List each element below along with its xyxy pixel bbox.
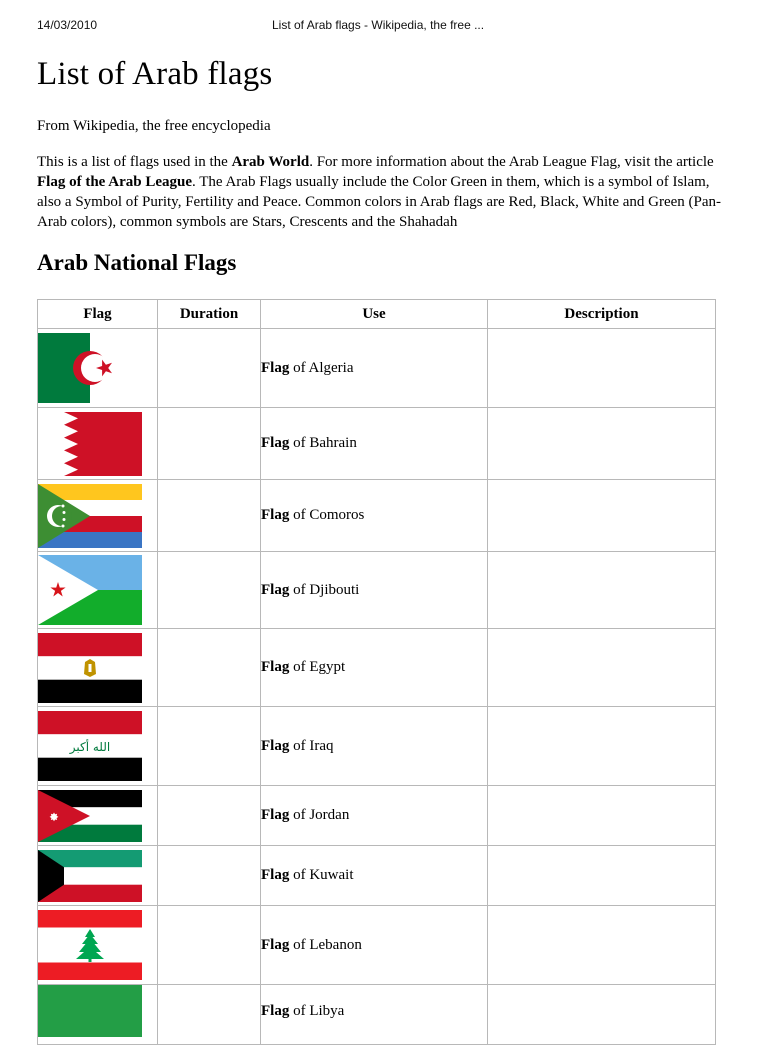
flag-cell	[38, 408, 158, 480]
use-cell	[261, 408, 488, 480]
djibouti-flag-icon[interactable]	[38, 555, 142, 625]
description-cell	[488, 846, 716, 906]
flag-of-arab-league-link[interactable]: Flag of the Arab League	[37, 174, 192, 190]
use-cell	[261, 480, 488, 552]
description-cell	[488, 329, 716, 408]
kuwait-flag-icon[interactable]	[38, 850, 142, 902]
description-cell	[488, 408, 716, 480]
duration-cell	[158, 629, 261, 707]
description-cell	[488, 985, 716, 1045]
use-cell	[261, 985, 488, 1045]
use-country: of Lebanon	[289, 936, 362, 953]
use-country: of Egypt	[289, 659, 346, 675]
print-header	[37, 18, 737, 34]
iraq-takbir-text: الله أكبر	[69, 740, 111, 754]
flag-link[interactable]: Flag	[261, 1003, 290, 1019]
flag-cell	[38, 786, 158, 846]
egypt-flag-icon[interactable]	[38, 633, 142, 703]
duration-cell	[158, 707, 261, 786]
use-country: of Comoros	[289, 507, 365, 523]
description-cell	[488, 552, 716, 629]
algeria-flag-icon[interactable]	[38, 333, 142, 403]
table-header-row	[38, 300, 716, 329]
iraq-flag-icon[interactable]	[38, 711, 142, 781]
duration-cell	[158, 552, 261, 629]
intro-text-1: This is a list of flags used in the	[37, 154, 232, 170]
flag-cell	[38, 985, 158, 1045]
print-page-title: List of Arab flags - Wikipedia, the free ...	[272, 18, 485, 32]
flag-link[interactable]: Flag	[261, 737, 290, 754]
tagline: From Wikipedia, the free encyclopedia	[37, 118, 271, 134]
flag-link[interactable]: Flag	[261, 867, 290, 883]
description-cell	[488, 786, 716, 846]
header-duration: Duration	[158, 300, 261, 329]
intro-text-2: . For more information about the Arab League Flag, visit the article	[309, 154, 714, 170]
libya-flag-icon[interactable]	[38, 985, 142, 1037]
table-row	[38, 906, 716, 985]
duration-cell	[158, 985, 261, 1045]
description-cell	[488, 707, 716, 786]
header-flag: Flag	[38, 300, 158, 329]
flag-link[interactable]: Flag	[261, 807, 290, 823]
duration-cell	[158, 329, 261, 408]
use-cell	[261, 846, 488, 906]
flag-cell	[38, 629, 158, 707]
header-use: Use	[261, 300, 488, 329]
table-row	[38, 786, 716, 846]
use-country: of Jordan	[289, 807, 350, 823]
table-row	[38, 552, 716, 629]
section-title: Arab National Flags	[37, 250, 237, 275]
table-row	[38, 985, 716, 1045]
flags-table	[37, 299, 716, 1045]
use-country: of Iraq	[289, 737, 334, 754]
duration-cell	[158, 846, 261, 906]
flag-link[interactable]: Flag	[261, 359, 290, 376]
intro-text-3: . The Arab Flags usually include the Color Green in them, which is a symbol of Islam, also a Symbol of Purity, Fertility and Peace. Common colors in Arab flags are Red, Black, White and Green (Pan-Arab colors), common symbols are Stars, Crescents and the Shahadah	[37, 174, 722, 230]
flag-link[interactable]: Flag	[261, 507, 290, 523]
use-country: of Algeria	[289, 359, 354, 376]
table-row	[38, 629, 716, 707]
flag-cell	[38, 906, 158, 985]
use-country: of Djibouti	[289, 581, 360, 598]
table-row	[38, 707, 716, 786]
use-country: of Kuwait	[289, 867, 354, 883]
use-country: of Bahrain	[289, 435, 357, 451]
flag-cell	[38, 480, 158, 552]
flag-link[interactable]: Flag	[261, 659, 290, 675]
use-cell	[261, 906, 488, 985]
use-cell	[261, 629, 488, 707]
intro-paragraph	[37, 152, 737, 232]
header-description: Description	[488, 300, 716, 329]
bahrain-flag-icon[interactable]	[38, 412, 142, 476]
flag-link[interactable]: Flag	[261, 435, 290, 451]
use-country: of Libya	[289, 1003, 345, 1019]
use-cell	[261, 707, 488, 786]
table-row	[38, 408, 716, 480]
flag-cell	[38, 707, 158, 786]
flag-link[interactable]: Flag	[261, 581, 290, 598]
duration-cell	[158, 408, 261, 480]
use-cell	[261, 329, 488, 408]
print-date: 14/03/2010	[37, 18, 98, 32]
duration-cell	[158, 906, 261, 985]
table-row	[38, 329, 716, 408]
flag-link[interactable]: Flag	[261, 936, 290, 953]
use-cell	[261, 786, 488, 846]
lebanon-flag-icon[interactable]	[38, 910, 142, 980]
table-row	[38, 846, 716, 906]
page-title: List of Arab flags	[37, 56, 273, 92]
description-cell	[488, 480, 716, 552]
duration-cell	[158, 786, 261, 846]
flag-cell	[38, 329, 158, 408]
comoros-flag-icon[interactable]	[38, 484, 142, 548]
duration-cell	[158, 480, 261, 552]
arab-world-link[interactable]: Arab World	[231, 154, 310, 170]
flag-cell	[38, 552, 158, 629]
description-cell	[488, 629, 716, 707]
table-row	[38, 480, 716, 552]
flag-cell	[38, 846, 158, 906]
description-cell	[488, 906, 716, 985]
use-cell	[261, 552, 488, 629]
jordan-flag-icon[interactable]	[38, 790, 142, 842]
